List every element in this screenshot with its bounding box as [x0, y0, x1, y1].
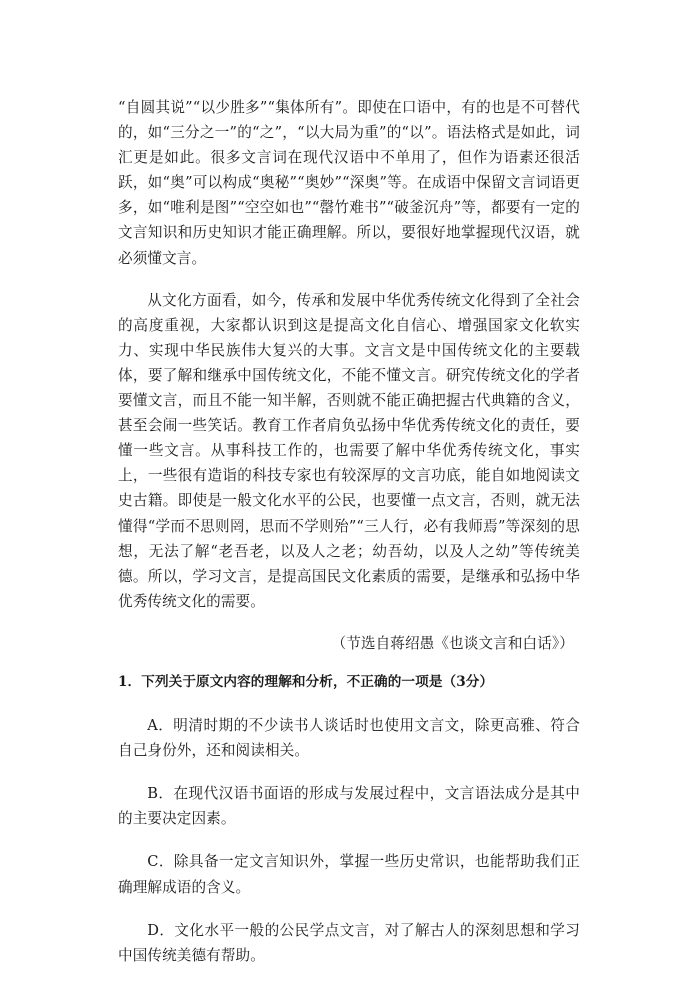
paragraph-1: “自圆其说”“以少胜多”“集体所有”。即使在口语中，有的也是不可替代的，如“三分之一”的“之”，“以大局为重”的“以”。语法格式是如此，词汇更是如此。很多文言词在现代汉语中不单用了，但作为语素还很活跃，如“奥”可以构成“奥秘”“奥妙”“深奥”等。在成语中保留文言词语更多，如“唯利是图”“空空如也”“罄竹难书”“破釜沉舟”等，都要有一定的文言知识和历史知识才能正确理解。所以，要很好地掌握现代汉语，就必须懂文言。: [118, 99, 580, 267]
source-citation: （节选自蒋绍愚《也谈文言和白话》）: [331, 634, 574, 652]
question-prompt: 1．下列关于原文内容的理解和分析，不正确的一项是（3分）: [118, 673, 494, 690]
document-page: [118, 95, 580, 968]
option-b: B．在现代汉语书面语的形成与发展过程中，文言语法成分是其中的主要决定因素。: [118, 785, 580, 828]
option-c: C．除具备一定文言知识外，掌握一些历史常识，也能帮助我们正确理解成语的含义。: [118, 853, 580, 896]
option-a: A．明清时期的不少读书人谈话时也使用文言文，除更高雅、符合自己身份外，还和阅读相关。: [118, 717, 580, 760]
option-d: D．文化水平一般的公民学点文言，对了解古人的深刻思想和学习中国传统美德有帮助。: [118, 921, 580, 964]
paragraph-2: 从文化方面看，如今，传承和发展中华优秀传统文化得到了全社会的高度重视，大家都认识到这是提高文化自信心、增强国家文化软实力、实现中华民族伟大复兴的大事。文言文是中国传统文化的主要载体，要了解和继承中国传统文化，不能不懂文言。研究传统文化的学者要懂文言，而且不能一知半解，否则就不能正确把握古代典籍的含义，甚至会闹一些笑话。教育工作者肩负弘扬中华优秀传统文化的责任，要懂一些文言。从事科技工作的，也需要了解中华优秀传统文化，事实上，一些很有造诣的科技专家也有较深厚的文言功底，能自如地阅读文史古籍。即使是一般文化水平的公民，也要懂一点文言，否则，就无法懂得“学而不思则罔，思而不学则殆”“三人行，必有我师焉”等深刻的思想，无法了解“老吾老，以及人之老；幼吾幼，以及人之幼”等传统美德。所以，学习文言，是提高国民文化素质的需要，是继承和弘扬中华优秀传统文化的需要。: [118, 291, 580, 610]
